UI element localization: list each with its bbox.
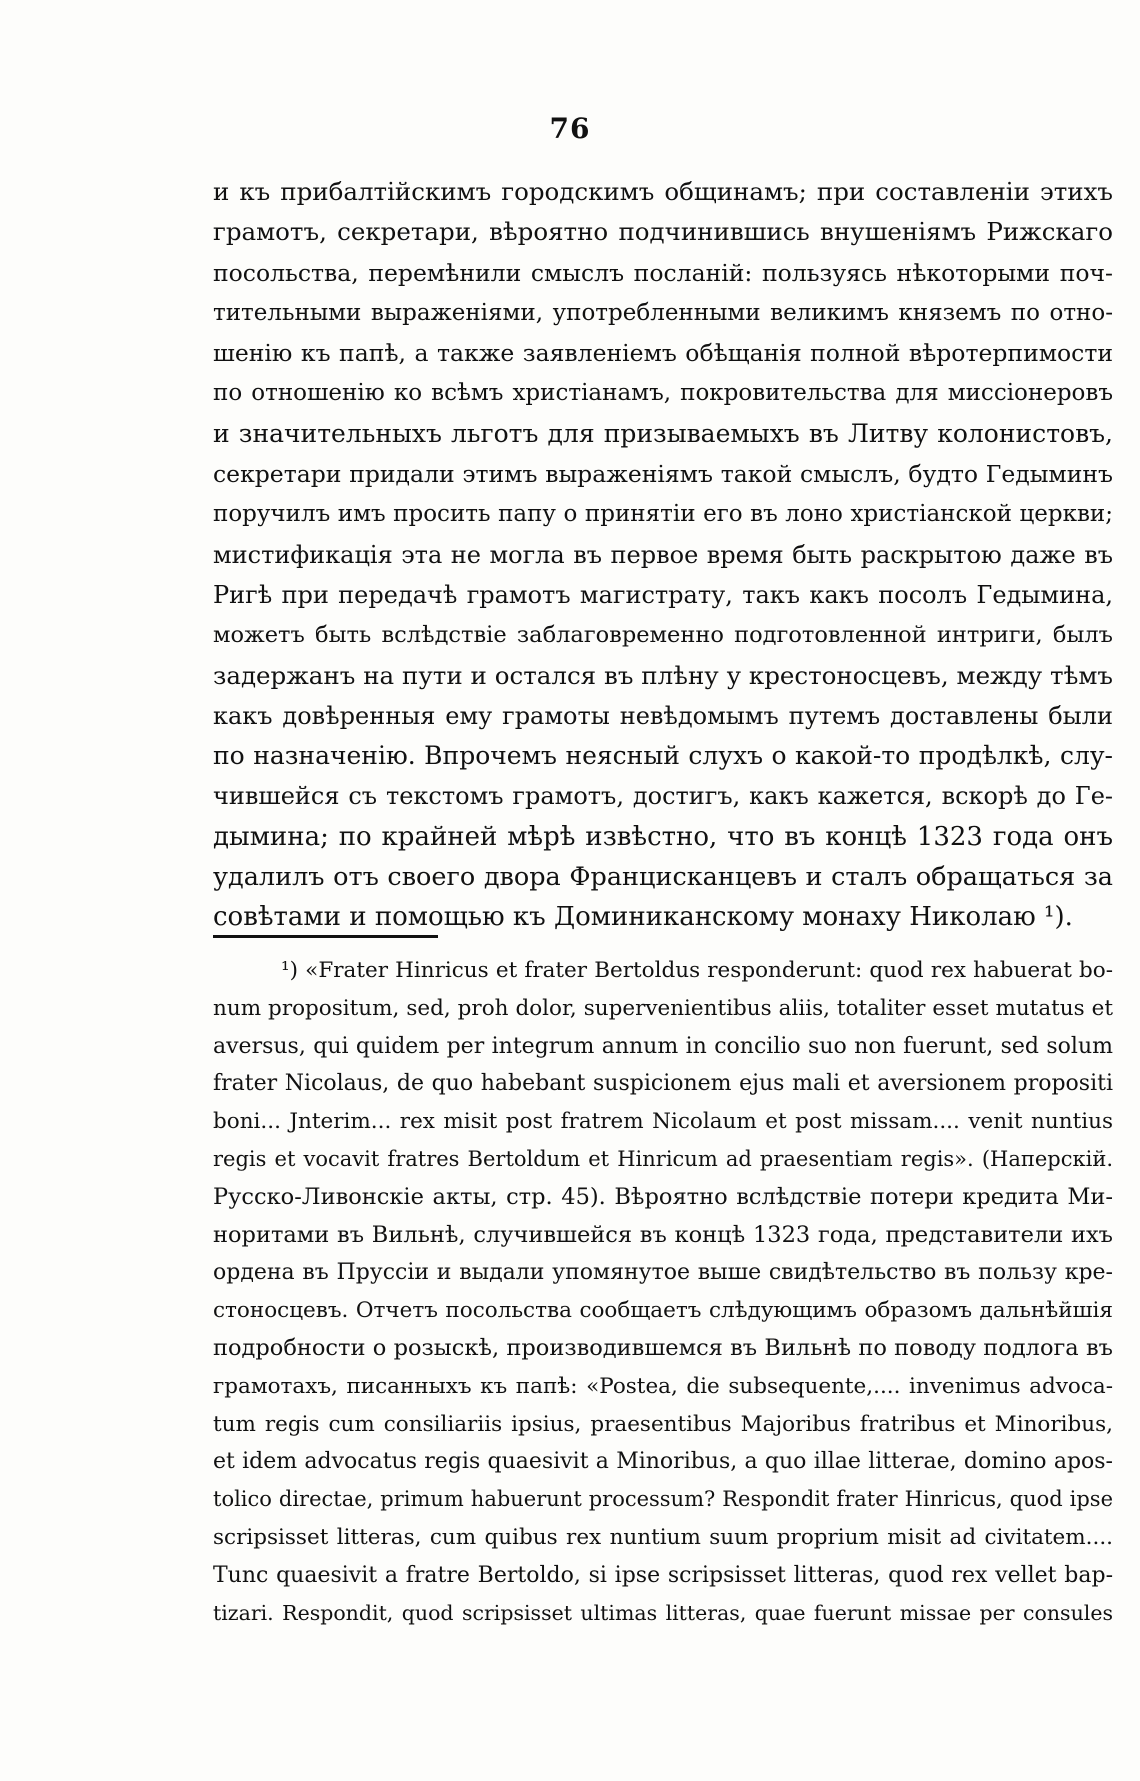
footnote-block (213, 952, 1113, 1632)
main-text-line: чившейся съ текстомъ грамотъ, достигъ, какъ кажется, вскорѣ до Ге- (213, 782, 1113, 811)
main-text-line: по отношенію ко всѣмъ христіанамъ, покровительства для миссіонеровъ (213, 380, 1113, 407)
footnote-line: стоносцевъ. Отчетъ посольства сообщаетъ слѣдующимъ образомъ дальнѣйшія (213, 1298, 1113, 1324)
footnote-line: ¹) «Frater Hinricus et frater Bertoldus responderunt: quod rex habuerat bo- (281, 958, 1113, 983)
footnote-line: норитами въ Вильнѣ, случившейся въ концѣ 1323 года, представители ихъ (213, 1221, 1113, 1248)
main-text-line: секретари придали этимъ выраженіямъ такой смыслъ, будто Гедыминъ (213, 460, 1113, 489)
footnote-line: tolico directae, primum habuerunt processum? Respondit frater Hinricus, quod ipse (213, 1487, 1113, 1512)
main-text-line: по назначенію. Впрочемъ неясный слухъ о какой-то продѣлкѣ, слу- (213, 741, 1113, 771)
main-text-line: тительными выраженіями, употребленными великимъ княземъ по отно- (213, 299, 1113, 326)
main-text-line: дымина; по крайней мѣрѣ извѣстно, что въ концѣ 1323 года онъ (213, 821, 1113, 852)
footnote-line: num propositum, sed, proh dolor, supervenientibus aliis, totaliter esset mutatus et (213, 995, 1113, 1021)
main-text-line: мистификація эта не могла въ первое время быть раскрытою даже въ (213, 540, 1113, 569)
main-text-line: шенію къ папѣ, а также заявленіемъ обѣщанія полной вѣротерпимости (213, 339, 1113, 368)
footnote-line: tum regis cum consiliariis ipsius, praesentibus Majoribus fratribus et Minoribus, (213, 1411, 1113, 1437)
footnote-line: грамотахъ, писанныхъ къ папѣ: «Postea, die subsequente,.... invenimus advoca- (213, 1373, 1113, 1399)
footnote-line: et idem advocatus regis quaesivit a Minoribus, a quo illae litterae, domino apos- (213, 1449, 1113, 1475)
main-text-line: поручилъ имъ просить папу о принятіи его въ лоно христіанской церкви; (213, 501, 1113, 528)
main-text-line: Ригѣ при передачѣ грамотъ магистрату, такъ какъ посолъ Гедымина, (213, 580, 1113, 609)
footnote-line: aversus, qui quidem per integrum annum in concilio suo non fuerunt, sed solum (213, 1033, 1113, 1059)
main-text-line: задержанъ на пути и остался въ плѣну у крестоносцевъ, между тѣмъ (213, 660, 1113, 690)
main-text-line: и значительныхъ льготъ для призываемыхъ въ Литву колонистовъ, (213, 418, 1113, 448)
main-text-line: и къ прибалтійскимъ городскимъ общинамъ; при составленіи этихъ (213, 177, 1113, 206)
main-text-line: какъ довѣренныя ему грамоты невѣдомымъ путемъ доставлены были (213, 701, 1113, 730)
footnote-line: подробности о розыскѣ, производившемся въ Вильнѣ по поводу подлога въ (213, 1334, 1113, 1361)
page-number: 76 (549, 112, 591, 145)
main-text-line: совѣтами и помощью къ Доминиканскому монаху Николаю ¹). (213, 902, 1073, 933)
footnote-line: tizari. Respondit, quod scripsisset ultimas litteras, quae fuerunt missae per consules (213, 1600, 1113, 1625)
footnote-line: ордена въ Пруссіи и выдали упомянутое выше свидѣтельство въ пользу кре- (213, 1260, 1113, 1286)
footnote-line: scripsisset litteras, cum quibus rex nuntium suum proprium misit ad civitatem.... (213, 1524, 1113, 1550)
main-text-line: посольства, перемѣнили смыслъ посланій: пользуясь нѣкоторыми поч- (213, 258, 1113, 287)
main-text-block (213, 172, 1113, 938)
footnote-divider (213, 935, 438, 938)
main-text-line: можетъ быть вслѣдствіе заблаговременно подготовленной интриги, былъ (213, 622, 1113, 649)
main-text-line: удалилъ отъ своего двора Францисканцевъ и сталъ обращаться за (213, 862, 1113, 893)
footnote-line: Русско-Ливонскіе акты, стр. 45). Вѣроятно вслѣдствіе потери кредита Ми- (213, 1183, 1113, 1210)
footnote-line: boni... Jnterim... rex misit post fratrem Nicolaum et post missam.... venit nuntius (213, 1109, 1113, 1135)
footnote-line: frater Nicolaus, de quo habebant suspicionem ejus mali et aversionem propositi (213, 1071, 1113, 1097)
footnote-line: regis et vocavit fratres Bertoldum et Hinricum ad praesentiam regis». (Наперскій. (213, 1146, 1113, 1171)
footnote-line: Tunc quaesivit a fratre Bertoldo, si ipse scripsisset litteras, quod rex vellet bap- (213, 1562, 1113, 1588)
main-text-line: грамотъ, секретари, вѣроятно подчинившись внушеніямъ Рижскаго (213, 217, 1113, 247)
